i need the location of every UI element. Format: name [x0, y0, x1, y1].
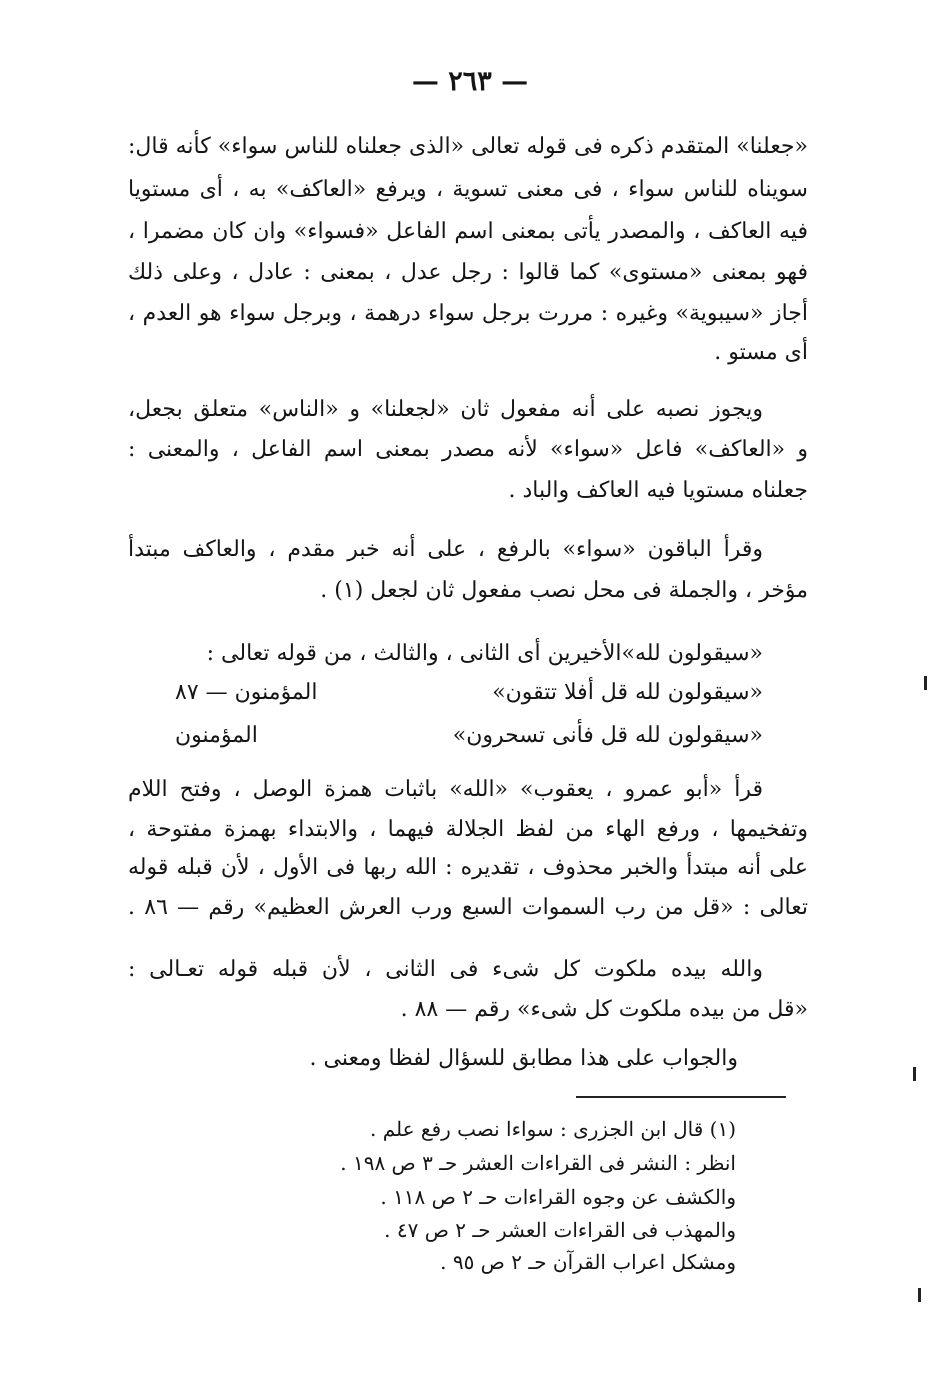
- text-line: قرأ «أبو عمرو ، يعقوب» «الله» باثبات همزة الوصل ، وفتح اللام: [128, 777, 763, 802]
- footnote-separator: [576, 1096, 786, 1098]
- text-line: أجاز «سيبوية» وغيره : مررت برجل سواء درهمة ، وبرجل سواء هو العدم ،: [128, 301, 808, 326]
- verse-reference: المؤمنون: [175, 723, 258, 748]
- verse-line: «سيقولون لله قل فأنى تسحرون»: [452, 723, 763, 748]
- text-line: مؤخر ، والجملة فى محل نصب مفعول ثان لجعل (١) .: [320, 578, 808, 603]
- text-line: فهو بمعنى «مستوى» كما قالوا : رجل عدل ، بمعنى : عادل ، وعلى ذلك: [128, 260, 808, 285]
- footnote-line: والمهذب فى القراءات العشر حـ ٢ ص ٤٧ .: [384, 1218, 736, 1242]
- verse-line: «سيقولون لله قل أفلا تتقون»: [492, 680, 763, 705]
- text-line: والله بيده ملكوت كل شىء فى الثانى ، لأن قبله قوله تعـالى :: [128, 957, 763, 982]
- footnote-line: والكشف عن وجوه القراءات حـ ٢ ص ١١٨ .: [380, 1185, 736, 1209]
- text-line: تعالى : «قل من رب السموات السبع ورب العرش العظيم» رقم — ٨٦ .: [128, 895, 808, 920]
- scan-mark: [913, 1067, 916, 1081]
- verses-intro: «سيقولون لله»الأخيرين أى الثانى ، والثالث ، من قوله تعالى :: [206, 641, 763, 666]
- footnote-line: ومشكل اعراب القرآن حـ ٢ ص ٩٥ .: [440, 1250, 736, 1274]
- text-line: «جعلنا» المتقدم ذكره فى قوله تعالى «الذى جعلناه للناس سواء» كأنه قال:: [128, 134, 808, 159]
- text-line: والجواب على هذا مطابق للسؤال لفظا ومعنى .: [309, 1046, 738, 1071]
- text-line: سويناه للناس سواء ، فى معنى تسوية ، ويرفع «العاكف» به ، أى مستويا: [128, 177, 808, 202]
- scan-mark: [918, 1288, 921, 1302]
- text-line: و «العاكف» فاعل «سواء» لأنه مصدر بمعنى اسم الفاعل ، والمعنى :: [128, 437, 808, 462]
- text-line: فيه العاكف ، والمصدر يأتى بمعنى اسم الفاعل «فسواء» وان كان مضمرا ،: [128, 219, 808, 244]
- text-line: وقرأ الباقون «سواء» بالرفع ، على أنه خبر مقدم ، والعاكف مبتدأ: [128, 537, 763, 562]
- footnote-line: انظر : النشر فى القراءات العشر حـ ٣ ص ١٩٨ .: [340, 1151, 736, 1175]
- text-line: وتفخيمها ، ورفع الهاء من لفظ الجلالة فيهما ، والابتداء بهمزة مفتوحة ،: [128, 817, 808, 842]
- text-line: جعلناه مستويا فيه العاكف والباد .: [508, 478, 808, 503]
- verse-reference: المؤمنون — ٨٧: [175, 680, 318, 705]
- text-line: على أنه مبتدأ والخبر محذوف ، تقديره : الله ربها فى الأول ، لأن قبله قوله: [128, 855, 808, 880]
- page-number: — ٢٦٣ —: [411, 66, 529, 97]
- text-line: ويجوز نصبه على أنه مفعول ثان «لجعلنا» و «الناس» متعلق بجعل،: [128, 397, 763, 422]
- text-line: «قل من بيده ملكوت كل شىء» رقم — ٨٨ .: [400, 997, 808, 1022]
- footnote-line: (١) قال ابن الجزرى : سواءا نصب رفع علم .: [369, 1117, 736, 1141]
- text-line: أى مستو .: [714, 340, 808, 365]
- scan-mark: [924, 676, 927, 690]
